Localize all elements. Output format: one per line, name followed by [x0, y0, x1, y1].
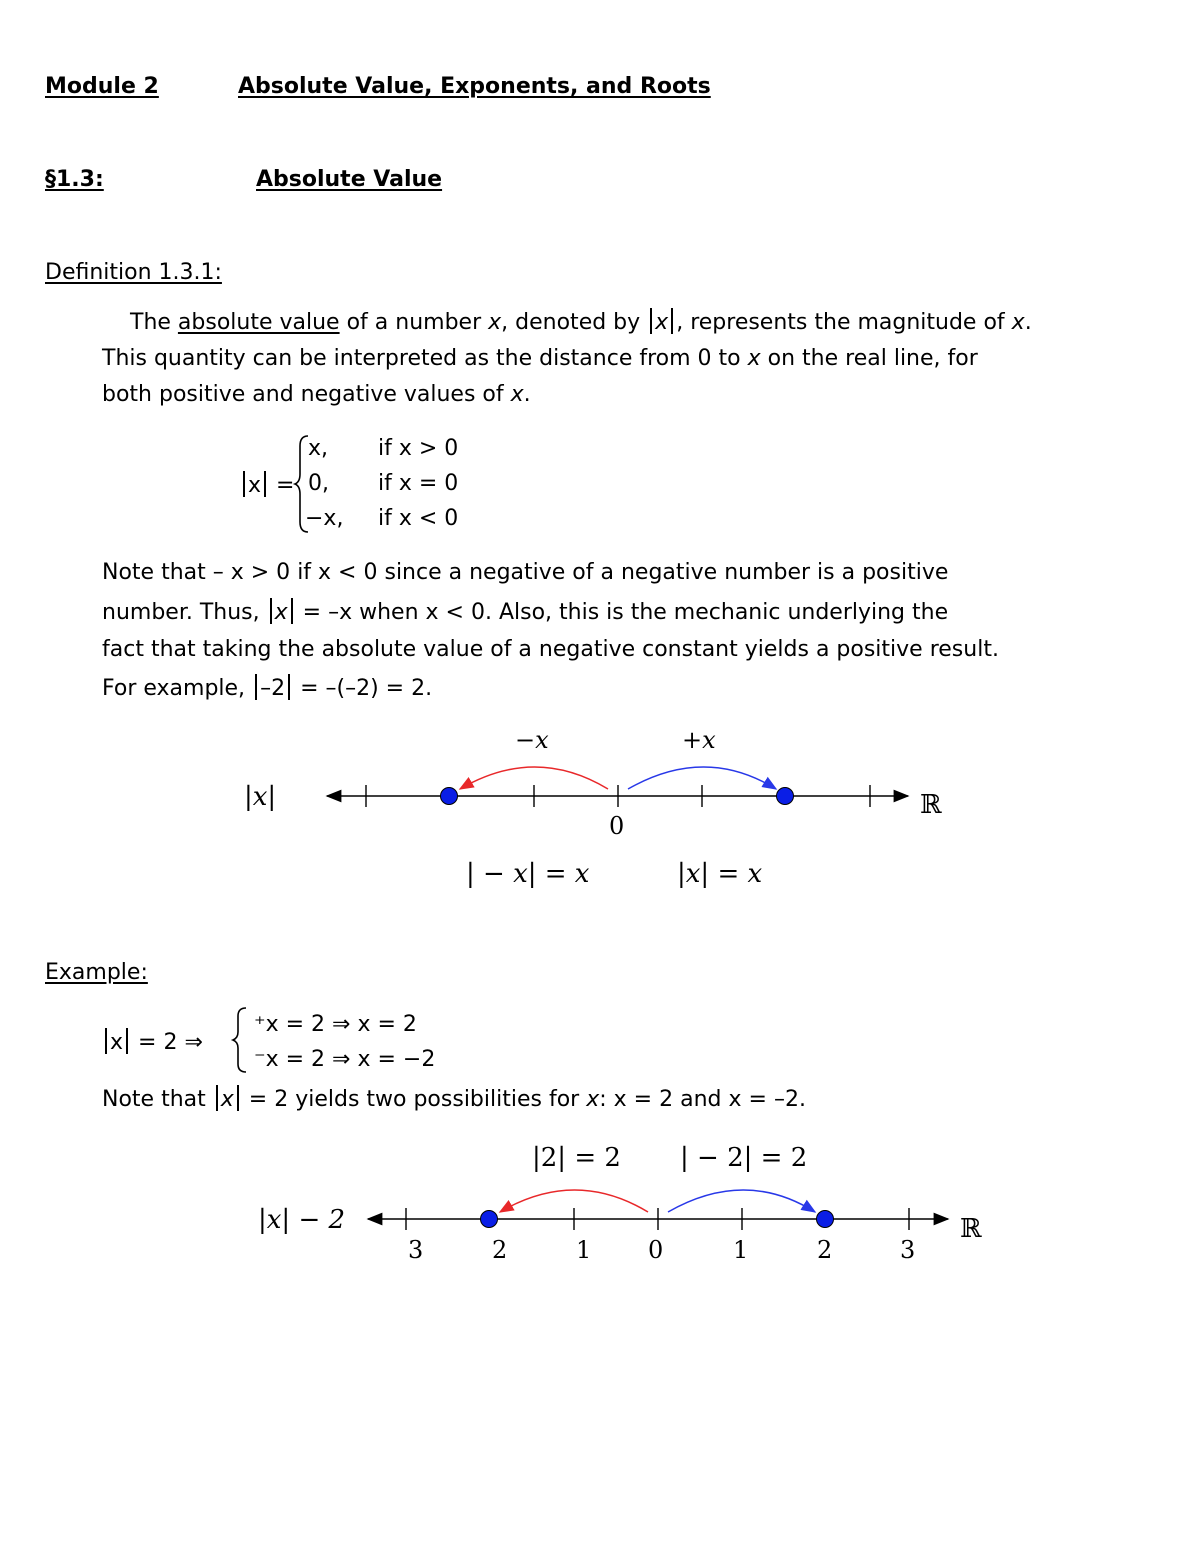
example-case-2: ⁻x = 2 ⇒ x = −2	[254, 1047, 436, 1072]
fig1-zero-label: 0	[609, 812, 625, 840]
piecewise-case-2-value: 0,	[308, 471, 329, 496]
note-line-2: number. Thus, x = –x when x < 0. Also, this is the mechanic underlying the	[102, 600, 949, 625]
fig2-top-right: | − 2| = 2	[680, 1143, 808, 1173]
fig2-tick-label: 1	[733, 1236, 749, 1264]
section-label: §1.3:	[45, 167, 104, 192]
definition-line-1: The absolute value of a number x, denoted by x , represents the magnitude of x.	[130, 310, 1032, 335]
definition-line-3: both positive and negative values of x.	[102, 382, 531, 407]
absolute-value-term: absolute value	[177, 310, 340, 335]
module-title: Absolute Value, Exponents, and Roots	[238, 74, 711, 99]
definition-heading: Definition 1.3.1:	[45, 260, 222, 285]
fig2-point-negative	[481, 1211, 498, 1228]
fig1-real-symbol: ℝ	[920, 790, 942, 820]
piecewise-lhs: x =	[240, 471, 294, 499]
piecewise-case-3-cond: if x < 0	[378, 506, 459, 531]
piecewise-case-1-value: x,	[308, 436, 329, 461]
note-line-3: fact that taking the absolute value of a negative constant yields a positive result.	[102, 637, 999, 662]
piecewise-case-1-cond: if x > 0	[378, 436, 459, 461]
fig2-tick-label: 0	[648, 1236, 664, 1264]
fig1-bottom-left: | − x| = x	[466, 859, 590, 889]
fig2-tick-label: 2	[817, 1236, 833, 1264]
piecewise-case-2-cond: if x = 0	[378, 471, 459, 496]
fig2-left-label: |x| − 2	[258, 1205, 346, 1235]
piecewise-case-3-value: −x,	[305, 506, 344, 531]
fig1-left-label: |x|	[244, 782, 277, 812]
fig2-real-symbol: ℝ	[960, 1214, 982, 1244]
fig1-neg-label: −x	[515, 726, 549, 754]
fig2-tick-label: 3	[900, 1236, 916, 1264]
example-heading: Example:	[45, 960, 148, 985]
note-line-4: For example, –2 = –(–2) = 2.	[102, 676, 433, 701]
fig2-point-positive	[817, 1211, 834, 1228]
fig2-top-left: |2| = 2	[532, 1143, 621, 1173]
note-line-1: Note that – x > 0 if x < 0 since a negative of a negative number is a positive	[102, 560, 949, 585]
example-note: Note that x = 2 yields two possibilities for x: x = 2 and x = –2.	[102, 1087, 806, 1112]
example-lhs: x = 2 ⇒	[102, 1028, 203, 1056]
fig2-tick-label: 3	[408, 1236, 424, 1264]
example-case-1: ⁺x = 2 ⇒ x = 2	[254, 1012, 417, 1037]
module-label: Module 2	[45, 74, 159, 99]
definition-line-2: This quantity can be interpreted as the distance from 0 to x on the real line, for	[102, 346, 978, 371]
fig1-bottom-right: |x| = x	[677, 859, 763, 889]
fig2-tick-label: 1	[576, 1236, 592, 1264]
fig1-pos-label: +x	[682, 726, 716, 754]
section-title: Absolute Value	[256, 167, 443, 192]
fig2-tick-label: 2	[492, 1236, 508, 1264]
